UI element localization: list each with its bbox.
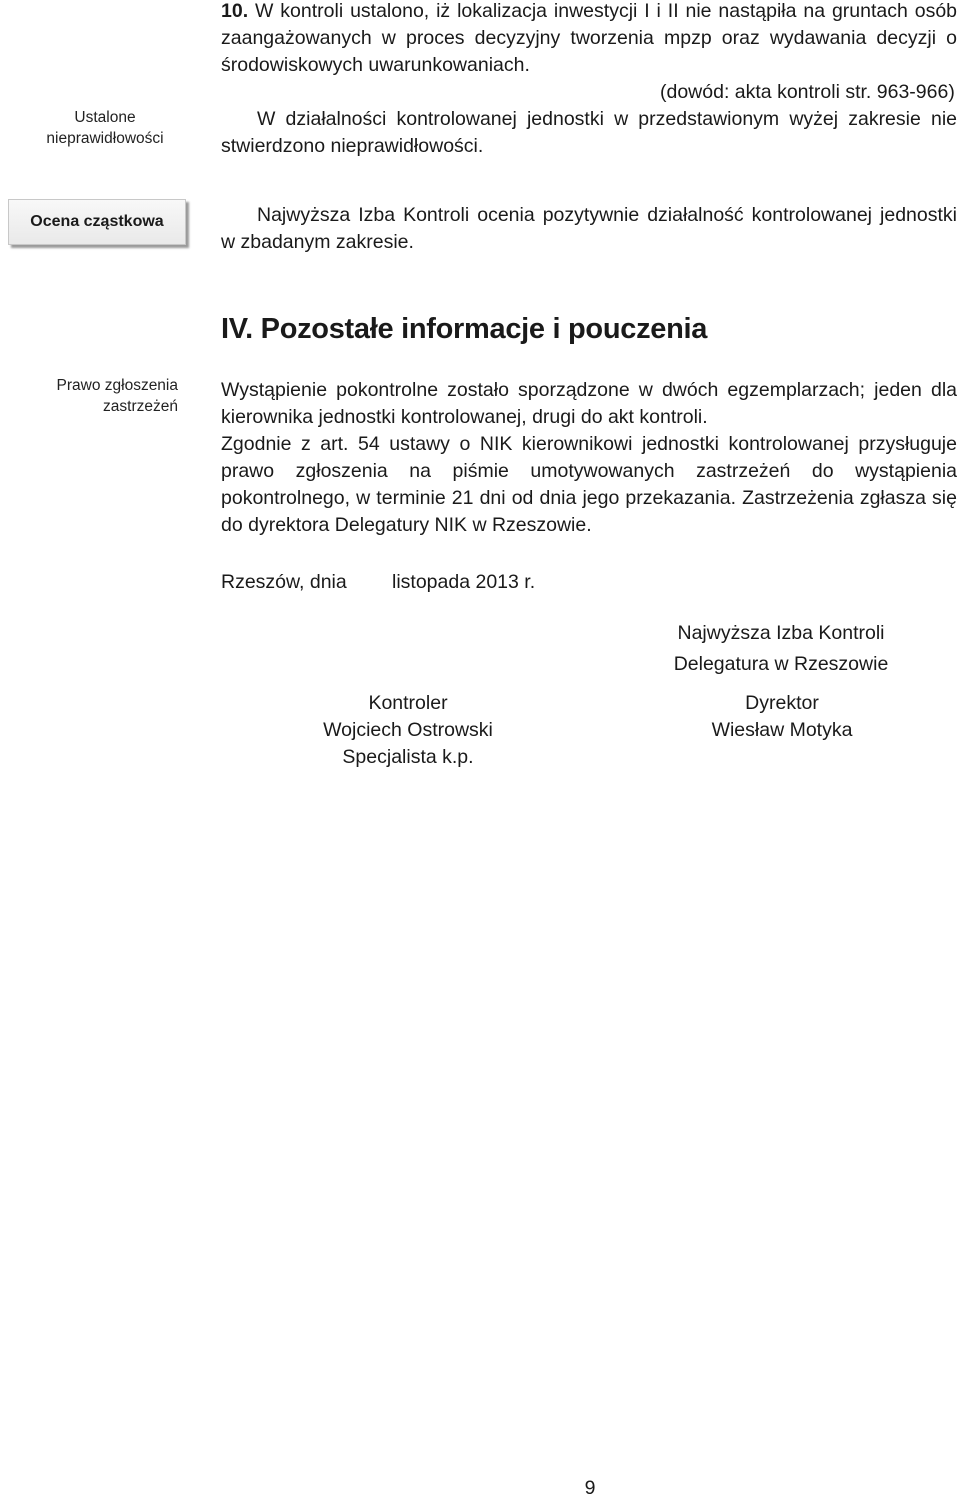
finding-text: W kontroli ustalono, iż lokalizacja inwestycji I i II nie nastąpiła na gruntach osób zaangażowanych w proces decyzyjny tworzenia mpzp oraz wydawania decyzji o środowiskowych uwarunkowaniach. (221, 0, 958, 76)
director-signature-block (632, 690, 932, 744)
objection-rights-label-line2: zastrzeżeń (103, 398, 178, 415)
page-number: 9 (584, 1477, 596, 1499)
objection-rights-label-line1: Prawo zgłoszenia (56, 377, 178, 394)
date-value: listopada 2013 r. (392, 571, 536, 593)
copies-paragraph: Wystąpienie pokontrolne zostało sporządzone w dwóch egzemplarzach; jeden dla kierownika jednostki kontrolowanej, drugi do akt kontroli. (221, 379, 957, 428)
institution-block (620, 620, 942, 678)
section-heading: IV. Pozostałe informacje i pouczenia (221, 313, 708, 345)
director-name: Wiesław Motyka (711, 719, 853, 741)
irregularities-label-line2: nieprawidłowości (46, 130, 164, 147)
controller-title: Specjalista k.p. (342, 746, 474, 768)
objection-rights-label (10, 375, 178, 417)
irregularities-label-line1: Ustalone (74, 109, 136, 126)
irregularities-label (20, 107, 190, 149)
finding-number: 10. (221, 0, 249, 22)
irregularities-text: W działalności kontrolowanej jednostki w przedstawionym wyżej zakresie nie stwierdzono nieprawidłowości. (221, 108, 957, 157)
institution-delegation: Delegatura w Rzeszowie (673, 653, 889, 675)
objection-rights-paragraph: Zgodnie z art. 54 ustawy o NIK kierownikowi jednostki kontrolowanej przysługuje prawo zgłoszenia na piśmie umotywowanych zastrzeżeń do wystąpienia pokontrolnego, w terminie 21 dni od dnia jego przekazania. Zastrzeżenia zgłasza się do dyrektora Delegatury NIK w Rzeszowie. (221, 433, 957, 536)
evidence-reference: (dowód: akta kontroli str. 963-966) (660, 81, 955, 103)
controller-name: Wojciech Ostrowski (323, 719, 493, 741)
director-role: Dyrektor (745, 692, 819, 714)
assessment-text: Najwyższa Izba Kontroli ocenia pozytywnie działalność kontrolowanej jednostki w zbadanym zakresie. (221, 204, 957, 253)
controller-role: Kontroler (368, 692, 448, 714)
date-place: Rzeszów, dnia (221, 571, 347, 593)
finding-paragraph (221, 0, 957, 79)
controller-signature-block (258, 690, 558, 771)
institution-name: Najwyższa Izba Kontroli (677, 622, 885, 644)
assessment-label-box: Ocena cząstkowa (8, 199, 186, 245)
